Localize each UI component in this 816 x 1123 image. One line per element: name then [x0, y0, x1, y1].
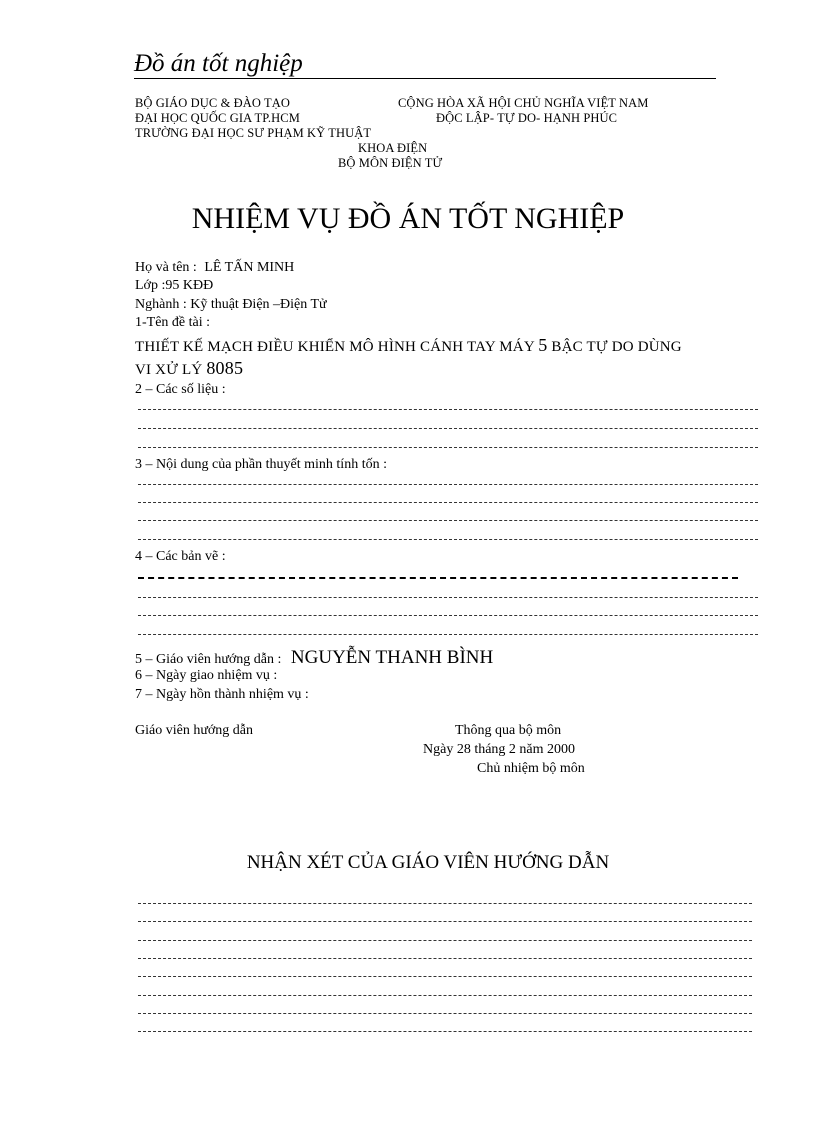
answer-line [138, 428, 758, 429]
national-motto: ĐỘC LẬP- TỰ DO- HẠNH PHÚC [436, 111, 618, 125]
review-line [138, 1031, 752, 1032]
topic-line-1-number: 5 [538, 335, 548, 355]
review-line [138, 976, 752, 977]
data-section-label: 2 – Các số liệu : [135, 382, 226, 397]
topic-line-2-part-a: VI XỬ LÝ [135, 362, 207, 378]
department-head-label: Chủ nhiệm bộ môn [477, 761, 585, 776]
review-line [138, 940, 752, 941]
topic-title-line-2 [135, 358, 243, 379]
answer-line [138, 539, 758, 540]
topic-line-1-part-b: BẬC TỰ DO DÙNG [547, 339, 682, 355]
answer-line-bold [138, 577, 738, 579]
answer-line [138, 520, 758, 521]
student-class: Lớp :95 KĐĐ [135, 278, 214, 293]
document-title: NHIỆM VỤ ĐỒ ÁN TỐT NGHIỆP [191, 202, 625, 235]
header-rule [134, 78, 716, 79]
advisor-label: 5 – Giáo viên hướng dẫn : [135, 652, 282, 667]
student-name-label: Họ và tên : [135, 260, 197, 275]
topic-line-2-number: 8085 [206, 358, 244, 378]
student-major: Nghành : Kỹ thuật Điện –Điện Tử [135, 297, 327, 312]
drawings-section-label: 4 – Các bản vẽ : [135, 549, 226, 564]
answer-line [138, 484, 758, 485]
republic-name: CỘNG HÒA XÃ HỘI CHỦ NGHĨA VIỆT NAM [398, 96, 649, 110]
answer-line [138, 615, 758, 616]
topic-title-line-1 [135, 335, 682, 356]
faculty-name: KHOA ĐIỆN [358, 141, 428, 155]
review-title: NHẬN XÉT CỦA GIÁO VIÊN HƯỚNG DẪN [246, 852, 610, 873]
topic-line-1-part-a: THIẾT KẾ MẠCH ĐIỀU KHIỂN MÔ HÌNH CÁNH TAY MÁY [135, 339, 539, 355]
ministry-name: BỘ GIÁO DỤC & ĐÀO TẠO [135, 96, 290, 110]
topic-label: 1-Tên đề tài : [135, 315, 211, 330]
approval-date: Ngày 28 tháng 2 năm 2000 [423, 742, 576, 757]
review-line [138, 903, 752, 904]
advisor-row [135, 647, 493, 669]
university-name: ĐẠI HỌC QUỐC GIA TP.HCM [135, 111, 300, 125]
student-name-value: LÊ TẤN MINH [204, 260, 295, 275]
answer-line [138, 597, 758, 598]
review-line [138, 995, 752, 996]
answer-line [138, 447, 758, 448]
school-name: TRƯỜNG ĐẠI HỌC SƯ PHẠM KỸ THUẬT [135, 126, 372, 140]
review-line [138, 958, 752, 959]
complete-date-label: 7 – Ngày hồn thành nhiệm vụ : [135, 687, 309, 702]
advisor-name: NGUYỄN THANH BÌNH [290, 647, 494, 668]
page-header: Đồ án tốt nghiệp [134, 50, 303, 77]
review-line [138, 921, 752, 922]
answer-line [138, 502, 758, 503]
answer-line [138, 634, 758, 635]
department-approval-label: Thông qua bộ môn [455, 723, 562, 738]
department-name: BỘ MÔN ĐIỆN TỬ [338, 156, 443, 170]
answer-line [138, 409, 758, 410]
review-line [138, 1013, 752, 1014]
student-name-row [135, 260, 294, 276]
assign-date-label: 6 – Ngày giao nhiệm vụ : [135, 668, 278, 683]
advisor-signature-label: Giáo viên hướng dẫn [135, 723, 254, 738]
content-section-label: 3 – Nội dung của phần thuyết minh tính tốn : [135, 457, 387, 472]
